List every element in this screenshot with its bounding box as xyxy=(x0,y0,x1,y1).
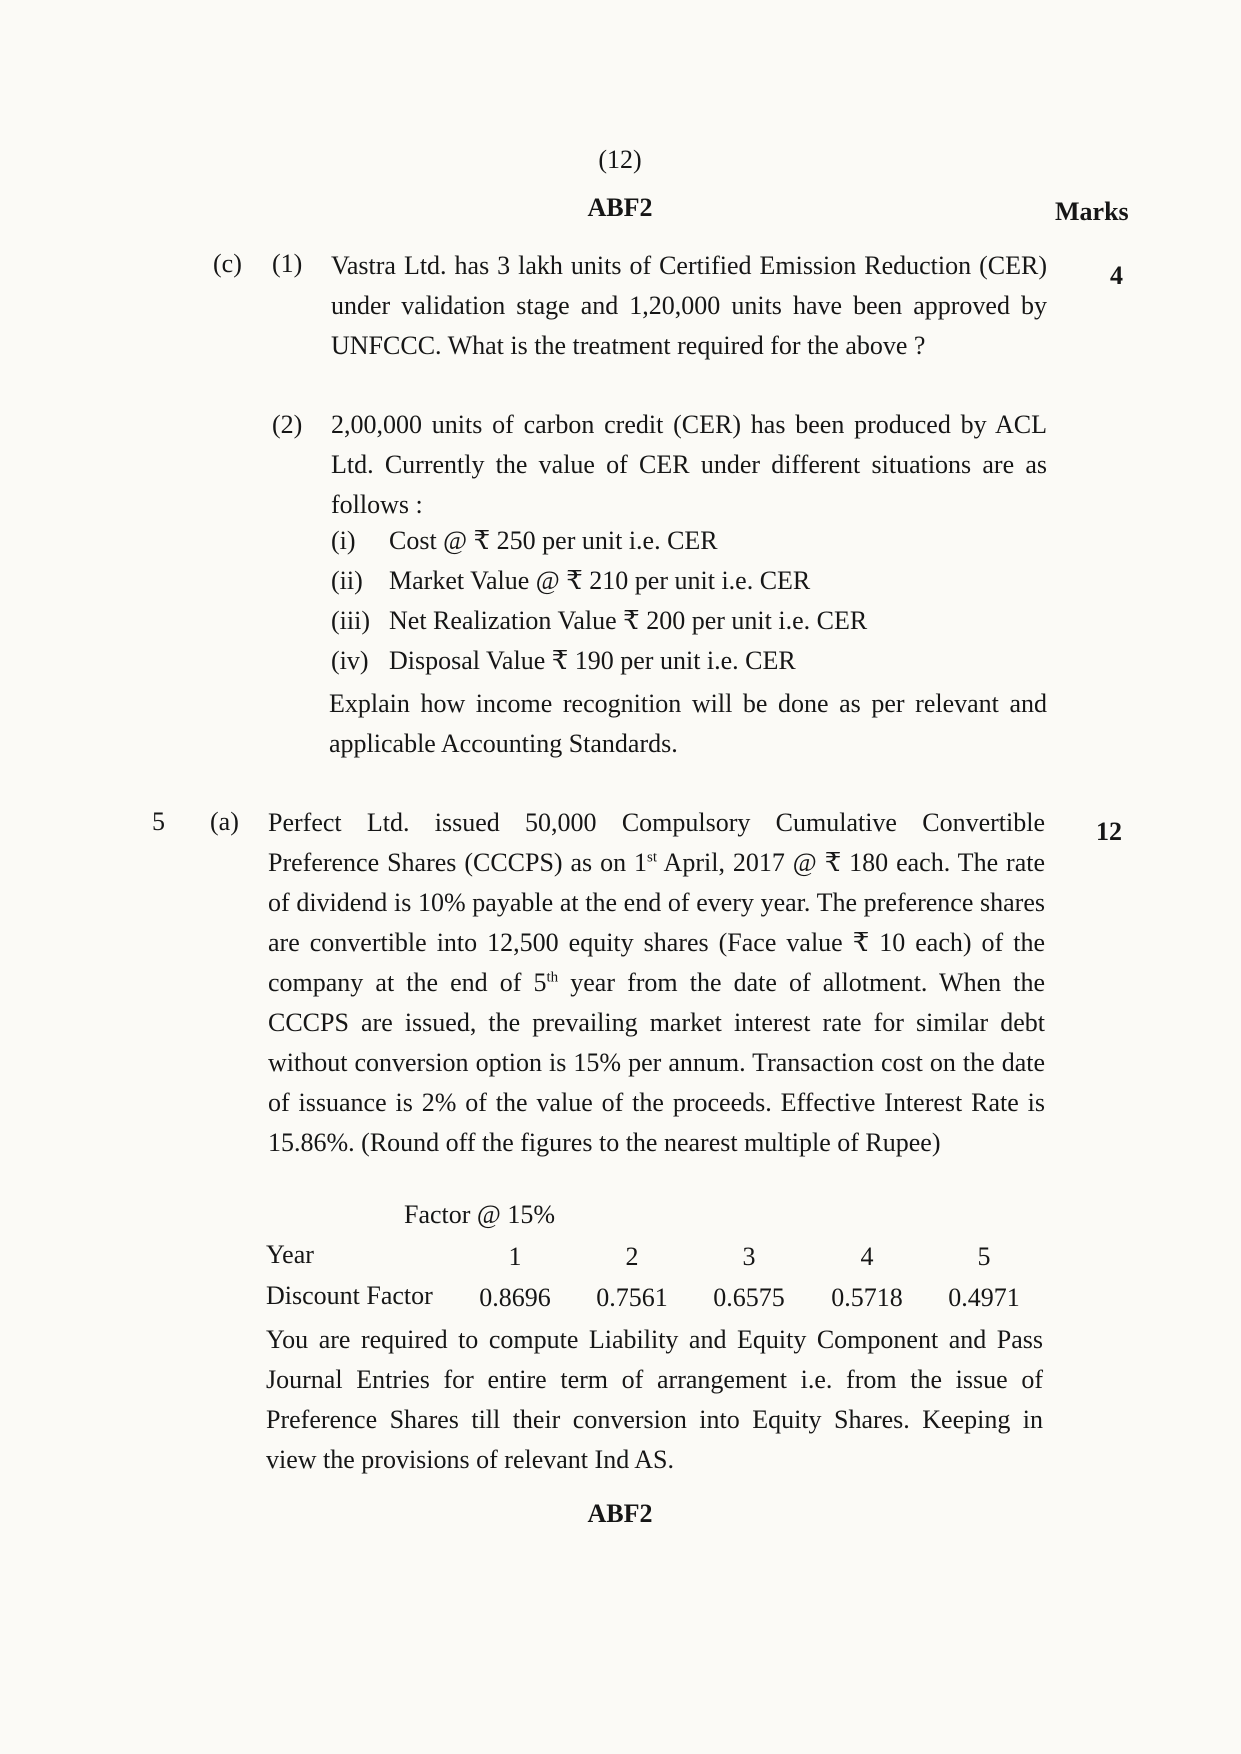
table-year-5: 5 xyxy=(977,1242,991,1271)
q4c-item-iv-label: (iv) xyxy=(331,646,369,675)
table-year-3: 3 xyxy=(742,1242,756,1271)
q5a-part-label: (a) xyxy=(210,807,239,836)
q4c-item-i-label: (i) xyxy=(331,526,356,555)
q4c-marks: 4 xyxy=(1110,261,1123,290)
q4c-sub1-text: Vastra Ltd. has 3 lakh units of Certified Emission Reduction (CER) under validation stage and 1,20,000 units have been approved by UNFCCC. What is the treatment required for the above ? xyxy=(331,251,1047,360)
marks-heading: Marks xyxy=(1055,197,1129,226)
table-factor-4: 0.5718 xyxy=(831,1283,903,1312)
table-factor-1: 0.8696 xyxy=(479,1283,551,1312)
q4c-sub1-label: (1) xyxy=(272,249,303,278)
footer-code: ABF2 xyxy=(587,1499,653,1528)
q4c-item-i-text: Cost @ ₹ 250 per unit i.e. CER xyxy=(389,526,718,555)
q4c-part-label: (c) xyxy=(213,249,242,278)
q4c-sub2-intro: 2,00,000 units of carbon credit (CER) has been produced by ACL Ltd. Currently the value of CER under different situations are as follows : xyxy=(331,410,1047,519)
q5a-paragraph: Perfect Ltd. issued 50,000 Compulsory Cumulative Convertible Preference Shares (CCCPS) as on 1st April, 2017 @ ₹ 180 each. The rate of dividend is 10% payable at the end of every year. The preference shares are convertible into 12,500 equity shares (Face value ₹ 10 each) of the company at the end of 5th year from the date of allotment. When the CCCPS are issued, the prevailing market interest rate for similar debt without conversion option is 15% per annum. Transaction cost on the date of issuance is 2% of the value of the proceeds. Effective Interest Rate is 15.86%. (Round off the figures to the nearest multiple of Rupee) xyxy=(268,808,1046,1157)
q4c-item-iv-text: Disposal Value ₹ 190 per unit i.e. CER xyxy=(389,646,796,675)
q4c-item-iii-text: Net Realization Value ₹ 200 per unit i.e. CER xyxy=(389,606,868,635)
q4c-item-ii-label: (ii) xyxy=(331,566,363,595)
table-year-1: 1 xyxy=(508,1242,522,1271)
factor-title: Factor @ 15% xyxy=(404,1200,556,1229)
q4c-sub2-label: (2) xyxy=(272,410,303,439)
table-year-2: 2 xyxy=(625,1242,639,1271)
q4c-item-iii-label: (iii) xyxy=(331,606,370,635)
table-factor-5: 0.4971 xyxy=(948,1283,1020,1312)
q4c-item-ii-text: Market Value @ ₹ 210 per unit i.e. CER xyxy=(389,566,811,595)
table-row-label-discount-factor: Discount Factor xyxy=(266,1281,433,1310)
q5a-closing-text: You are required to compute Liability and Equity Component and Pass Journal Entries for entire term of arrangement i.e. from the issue of Preference Shares till their conversion into Equity Shares. Keeping in view the provisions of relevant Ind AS. xyxy=(266,1325,1043,1474)
q5a-marks: 12 xyxy=(1096,817,1122,846)
paper-code: ABF2 xyxy=(587,193,653,222)
page-number: (12) xyxy=(598,145,642,174)
q5-number: 5 xyxy=(152,807,165,836)
q4c-closing-text: Explain how income recognition will be done as per relevant and applicable Accounting Standards. xyxy=(329,689,1047,758)
table-year-4: 4 xyxy=(860,1242,874,1271)
table-row-label-year: Year xyxy=(266,1240,314,1269)
table-factor-2: 0.7561 xyxy=(596,1283,668,1312)
table-factor-3: 0.6575 xyxy=(713,1283,785,1312)
